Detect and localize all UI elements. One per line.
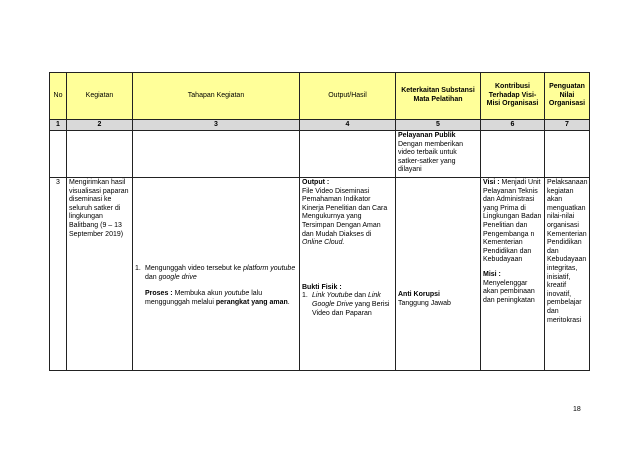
empty-cell: [133, 131, 300, 178]
tahapan-item: [135, 265, 297, 282]
output-label: Output :: [302, 179, 330, 186]
pelayanan-publik-title: Pelayanan Publik: [398, 132, 456, 139]
visi-text: [483, 179, 542, 265]
proses-label: Proses :: [145, 290, 173, 298]
empty-cell: [67, 131, 133, 178]
table-row: [50, 178, 590, 371]
anti-korupsi-text: Tanggung Jawab: [398, 299, 451, 307]
column-number-row: [50, 120, 590, 131]
empty-cell: [50, 131, 67, 178]
visi-label: Visi :: [483, 179, 500, 186]
misi-text: Menyelenggar akan pembinaan dan peningkatan: [483, 279, 535, 304]
bukti-fisik-number: 1.: [302, 292, 308, 300]
column-number: 1: [50, 120, 67, 131]
column-number: 2: [67, 120, 133, 131]
header-penguatan: Penguatan Nilai Organisasi: [545, 73, 590, 120]
proses-text: [135, 290, 297, 307]
empty-cell: [300, 131, 396, 178]
header-tahapan: Tahapan Kegiatan: [133, 73, 300, 120]
proses-text-part: Membuka akun: [172, 290, 225, 298]
output-cell: [300, 178, 396, 371]
row-number: 3: [50, 178, 67, 371]
tahapan-cell: [133, 178, 300, 371]
empty-cell: [545, 131, 590, 178]
bukti-fisik-text: Link Youtube: [312, 292, 353, 300]
tahapan-item-text: google drive: [158, 273, 197, 281]
page-number: 18: [573, 406, 581, 413]
empty-cell: [481, 131, 545, 178]
tahapan-item-text: dan: [145, 273, 159, 281]
bukti-fisik-text: dan: [352, 292, 368, 300]
pelayanan-publik-cell: [396, 131, 481, 178]
pelayanan-publik-text: Dengan memberikan video terbaik untuk satker-satker yang dilayani: [398, 140, 463, 174]
misi-label: Misi :: [483, 270, 501, 278]
output-text: [302, 188, 393, 248]
header-row: [50, 73, 590, 120]
visi-body: Menjadi Unit Pelayanan Teknis dan Administrasi yang Prima di Lingkungan Badan Penelitian dan Pengembanga n Kementerian Pendidikan dan Kebudayaan: [483, 179, 542, 264]
header-keterkaitan: Keterkaitan Substansi Mata Pelatihan: [396, 73, 481, 120]
tahapan-item-text: platform youtube: [243, 265, 296, 272]
bukti-fisik-text: Link Google Drive: [312, 292, 381, 308]
column-number: 7: [545, 120, 590, 131]
tahapan-item-number: 1.: [135, 265, 141, 272]
proses-text-part: lalu menggunggah melalui: [145, 290, 263, 306]
penguatan-cell: Pelaksanaan kegiatan akan menguatkan nilai-nilai organisasi Kementerian Pendidikan dan Kebudayaan integritas, inisiatif, kreatif inovatif, pembelajar dan meritokrasi: [545, 178, 590, 371]
header-kontribusi: Kontribusi Terhadap Visi-Misi Organisasi: [481, 73, 545, 120]
continuation-row: [50, 131, 590, 178]
kontribusi-cell: [481, 178, 545, 371]
column-number: 3: [133, 120, 300, 131]
bukti-fisik-item: [302, 292, 393, 318]
proses-text-part: youtube: [224, 290, 250, 298]
report-table: [49, 72, 590, 371]
anti-korupsi-title: Anti Korupsi: [398, 291, 440, 298]
keterkaitan-cell: [396, 178, 481, 371]
header-output: Output/Hasil: [300, 73, 396, 120]
output-text-part: Online Cloud.: [302, 239, 345, 247]
bukti-fisik-label: Bukti Fisik :: [302, 283, 342, 291]
output-text-part: File Video Diseminasi Pemahaman Indikator Kinerja Penelitian dan Cara Mengukurnya yang Tersimpan Dengan Aman dan Mudah Diakses di: [302, 187, 388, 238]
proses-text-part: .: [287, 298, 290, 306]
kegiatan-cell: Mengirimkan hasil visualisasi paparan diseminasi ke seluruh satker di lingkungan Balitbang (9 – 13 September 2019): [67, 178, 133, 371]
bukti-fisik-text: yang Berisi Video dan Paparan: [312, 300, 390, 317]
proses-text-part: perangkat yang aman: [215, 298, 288, 306]
header-no: No: [50, 73, 67, 120]
tahapan-item-text: Mengunggah video tersebut ke: [145, 265, 244, 272]
column-number: 5: [396, 120, 481, 131]
column-number: 4: [300, 120, 396, 131]
column-number: 6: [481, 120, 545, 131]
header-kegiatan: Kegiatan: [67, 73, 133, 120]
